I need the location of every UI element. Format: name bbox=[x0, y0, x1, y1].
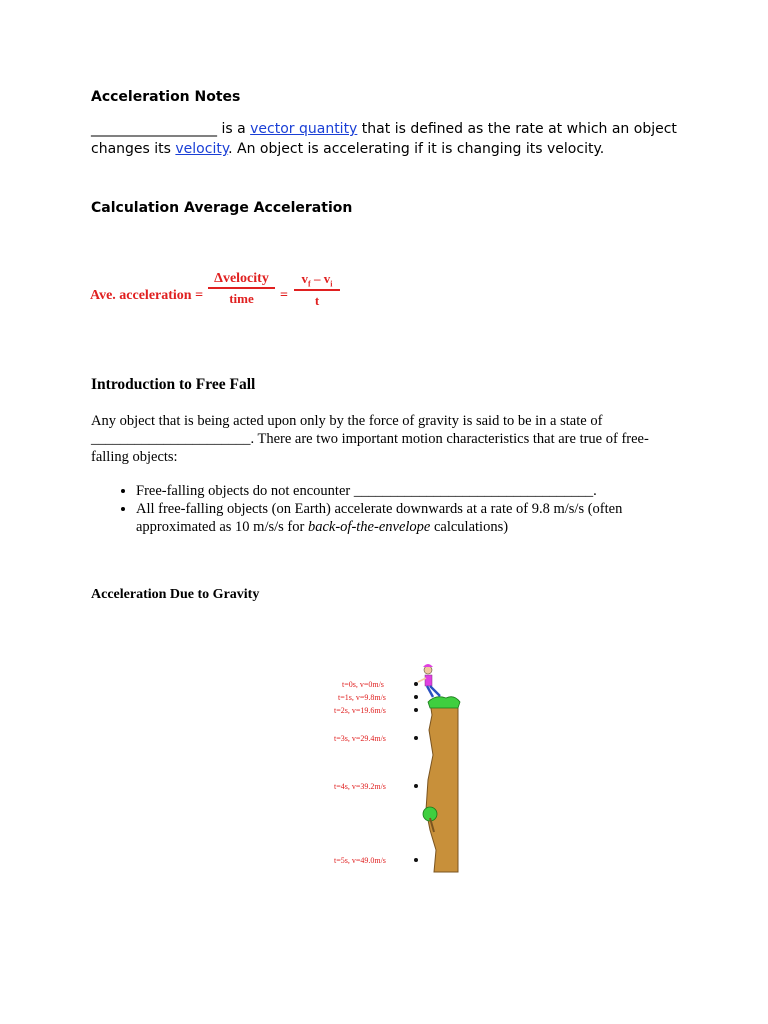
time-velocity-label: t=3s, v=29.4m/s bbox=[334, 734, 386, 743]
ball-position-marker bbox=[414, 682, 418, 686]
time-velocity-label: t=1s, v=9.8m/s bbox=[338, 693, 386, 702]
v-final: v bbox=[301, 271, 309, 286]
denominator-time: time bbox=[229, 291, 254, 306]
list-item bbox=[136, 482, 696, 500]
heading-calculation: Calculation Average Acceleration bbox=[91, 200, 353, 216]
fraction-vf-vi-t bbox=[294, 271, 340, 309]
text-fragment: All free-falling objects (on Earth) accelerate downwards at a rate of 9.8 m/s/s (often approximated as 10 m/s/s for bbox=[136, 501, 623, 535]
formula-lhs: Ave. acceleration = bbox=[90, 288, 204, 303]
text-fragment: Any object that is being acted upon only by the force of gravity is said to be in a state of bbox=[91, 413, 603, 429]
ball-position-marker bbox=[414, 784, 418, 788]
emphasis-text: back-of-the-envelope bbox=[307, 519, 431, 535]
fill-blank: __________________ bbox=[91, 121, 217, 137]
ball-position-marker bbox=[414, 858, 418, 862]
text-fragment: that is defined as the rate at which an object changes its bbox=[91, 121, 677, 157]
text-fragment: calculations) bbox=[430, 519, 509, 535]
free-fall-cliff-figure bbox=[330, 660, 465, 875]
text-fragment: . bbox=[593, 483, 597, 499]
sub-f: f bbox=[308, 279, 311, 289]
free-fall-bullet-list bbox=[91, 482, 696, 536]
text-fragment: . An object is accelerating if it is changing its velocity. bbox=[228, 141, 605, 157]
ball-position-marker bbox=[414, 695, 418, 699]
numerator-vf-minus-vi bbox=[294, 271, 340, 289]
numerator-delta-velocity: Δvelocity bbox=[214, 271, 269, 286]
time-velocity-label: t=4s, v=39.2m/s bbox=[334, 782, 386, 791]
time-velocity-label: t=5s, v=49.0m/s bbox=[334, 856, 386, 865]
person-icon bbox=[418, 664, 440, 697]
fill-blank: ______________________ bbox=[91, 431, 251, 447]
heading-acceleration-notes: Acceleration Notes bbox=[91, 89, 241, 105]
heading-free-fall: Introduction to Free Fall bbox=[91, 376, 256, 393]
text-fragment: Free-falling objects do not encounter bbox=[136, 483, 354, 499]
minus-v: – v bbox=[310, 271, 331, 286]
fraction-velocity-time bbox=[208, 271, 275, 307]
formula-equals: = bbox=[280, 288, 288, 303]
denominator-t: t bbox=[314, 292, 320, 308]
list-item bbox=[136, 500, 696, 536]
heading-gravity: Acceleration Due to Gravity bbox=[91, 587, 260, 602]
fill-blank: _________________________________ bbox=[353, 483, 594, 499]
definition-paragraph bbox=[91, 119, 691, 159]
text-fragment: . There are two important motion characteristics that are true of free-falling objects: bbox=[91, 431, 649, 465]
velocity-link[interactable]: velocity bbox=[175, 141, 229, 157]
time-velocity-label: t=0s, v=0m/s bbox=[342, 680, 384, 689]
cliff-shape bbox=[426, 700, 458, 872]
ball-position-marker bbox=[414, 736, 418, 740]
sub-i: i bbox=[330, 279, 333, 289]
time-velocity-label: t=2s, v=19.6m/s bbox=[334, 706, 386, 715]
vector-quantity-link[interactable]: vector quantity bbox=[250, 121, 358, 137]
ball-position-marker bbox=[414, 708, 418, 712]
free-fall-paragraph bbox=[91, 412, 671, 466]
text-fragment: is a bbox=[217, 121, 251, 137]
cliff-grass bbox=[428, 697, 460, 708]
